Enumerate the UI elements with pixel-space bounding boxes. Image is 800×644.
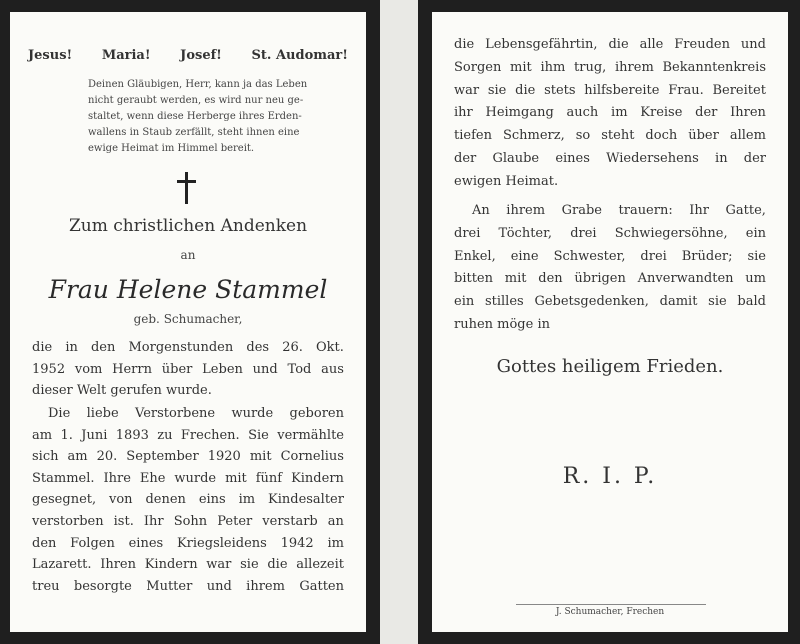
word: steht xyxy=(601,128,635,144)
word: Ehe xyxy=(139,470,166,486)
word: Kindern xyxy=(291,470,344,486)
printer-imprint: J. Schumacher, Frechen xyxy=(555,607,665,617)
word: so xyxy=(575,128,591,144)
text-line xyxy=(454,34,766,57)
word: Gatte, xyxy=(725,203,766,218)
word: Kriegsleidens xyxy=(176,535,267,551)
word: im xyxy=(238,492,256,508)
word: Sie xyxy=(248,427,269,443)
line-text: ruhen möge in xyxy=(454,316,550,332)
word: war xyxy=(454,82,480,98)
word: die xyxy=(267,557,288,573)
word: ein xyxy=(454,294,475,310)
word: 1. xyxy=(60,427,73,443)
word: Peter xyxy=(217,513,253,529)
text-line xyxy=(454,171,766,194)
word: ist. xyxy=(113,513,134,529)
word: übrigen xyxy=(574,271,626,287)
word: eins xyxy=(198,492,226,508)
word: sich xyxy=(32,449,59,465)
word: sie xyxy=(240,557,259,573)
word: An xyxy=(472,203,490,218)
word: Schwester, xyxy=(553,248,626,264)
word: 20. xyxy=(96,449,118,465)
verse-line: staltet, wenn diese Herberge ihres Erden- xyxy=(88,111,302,122)
word: damit xyxy=(659,294,698,310)
word: Kindesalter xyxy=(268,492,344,508)
word: ihrem xyxy=(615,59,654,75)
text-line xyxy=(454,102,766,125)
word: der xyxy=(743,150,766,166)
opening-verse xyxy=(88,77,358,157)
word: ihm xyxy=(540,59,566,75)
word: im xyxy=(611,105,628,121)
word: eine xyxy=(510,248,539,264)
word: war xyxy=(206,557,232,573)
word: Cornelius xyxy=(280,449,344,465)
text-line xyxy=(454,80,766,103)
verse-line: wallens in Staub zerfällt, steht ihnen eine xyxy=(88,127,300,138)
word: den xyxy=(538,271,563,287)
word: drei xyxy=(454,225,481,241)
text-line xyxy=(32,554,344,576)
word: Enkel, xyxy=(454,248,496,264)
text-line xyxy=(32,511,344,533)
word: die xyxy=(32,340,53,355)
word: Die xyxy=(48,406,71,421)
word: Bereitet xyxy=(712,82,766,98)
invocation-jesus: Jesus! xyxy=(28,48,73,63)
memorial-heading: Zum christlichen Andenken xyxy=(68,216,308,236)
right-card xyxy=(432,12,788,632)
word: 1952 xyxy=(32,361,66,377)
word: an xyxy=(327,513,344,529)
word: 1893 xyxy=(115,427,149,443)
verse-line: ewige Heimat im Himmel bereit. xyxy=(88,143,255,154)
word: Kindern xyxy=(144,557,198,573)
bio-paragraph xyxy=(32,403,344,597)
word: allezeit xyxy=(296,557,344,573)
printer-divider xyxy=(516,604,706,605)
text-line xyxy=(32,425,344,447)
word: verstorben xyxy=(32,513,104,529)
word: der xyxy=(454,150,477,166)
left-card-frame xyxy=(0,0,380,644)
text-line xyxy=(454,200,766,223)
word: ihrem xyxy=(506,203,546,218)
word: eines xyxy=(555,150,590,166)
text-line xyxy=(454,57,766,80)
text-line xyxy=(454,246,766,269)
word: Ihren xyxy=(100,557,136,573)
text-line xyxy=(32,337,344,359)
word: von xyxy=(109,492,133,508)
word: drei xyxy=(570,225,597,241)
word: die xyxy=(608,37,629,52)
word: 1920 xyxy=(207,449,241,465)
word: die xyxy=(454,37,475,52)
word: ihr xyxy=(454,105,473,121)
word: Ihre xyxy=(103,470,131,486)
text-line xyxy=(32,380,344,402)
word: Lebensgefährtin, xyxy=(485,37,598,52)
word: tiefen xyxy=(454,128,492,144)
text-line xyxy=(32,576,344,598)
verse-line: Deinen Gläubigen, Herr, kann ja das Leben xyxy=(88,79,308,90)
word: Morgenstunden xyxy=(128,340,234,355)
word: Glaube xyxy=(492,150,540,166)
word: liebe xyxy=(86,406,119,421)
word: zu xyxy=(157,427,173,443)
text-line xyxy=(32,403,344,425)
word: wurde xyxy=(231,406,274,421)
word: um xyxy=(745,271,766,287)
text-line xyxy=(454,314,766,337)
word: Sohn xyxy=(173,513,208,529)
word: Heimgang xyxy=(485,105,554,121)
word: bald xyxy=(737,294,766,310)
invocation-josef: Josef! xyxy=(180,48,222,63)
word: drei xyxy=(640,248,667,264)
word: verstarb xyxy=(262,513,318,529)
word: Freuden xyxy=(674,37,730,52)
invocation-maria: Maria! xyxy=(101,48,151,63)
word: der xyxy=(695,105,718,121)
death-paragraph xyxy=(32,337,344,402)
text-line xyxy=(32,489,344,511)
word: Frechen. xyxy=(180,427,240,443)
word: wurde xyxy=(174,470,217,486)
word: September xyxy=(126,449,199,465)
word: stilles xyxy=(484,294,524,310)
word: alle xyxy=(639,37,664,52)
word: am xyxy=(67,449,88,465)
word: Gebetsgedenken, xyxy=(534,294,649,310)
word: Leben xyxy=(202,361,243,377)
word: sie xyxy=(708,294,727,310)
cross-icon xyxy=(175,172,199,204)
closing-phrase: Gottes heiligem Frieden. xyxy=(496,356,724,377)
word: Juni xyxy=(81,427,108,443)
word: Ihr xyxy=(689,203,709,218)
right-card-frame xyxy=(418,0,800,644)
word: Verstorbene xyxy=(135,406,216,421)
word: mit xyxy=(249,449,272,465)
word: Stammel. xyxy=(32,470,95,486)
word: die xyxy=(515,82,536,98)
word: über xyxy=(161,361,193,377)
word: 1942 xyxy=(280,535,314,551)
word: trauern: xyxy=(618,203,673,218)
maiden-name: geb. Schumacher, xyxy=(133,312,243,326)
word: bitten xyxy=(454,271,493,287)
text-line xyxy=(454,125,766,148)
word: vom xyxy=(74,361,103,377)
word: denen xyxy=(145,492,186,508)
word: Ihren xyxy=(730,105,766,121)
word: über xyxy=(688,128,719,144)
word: in xyxy=(65,340,78,355)
word: im xyxy=(327,535,344,551)
word: aus xyxy=(321,361,344,377)
word: Frau. xyxy=(668,82,704,98)
word: Lazarett. xyxy=(32,557,92,573)
word: Mutter xyxy=(146,578,193,594)
word: des xyxy=(246,340,270,355)
word: doch xyxy=(645,128,678,144)
text-line xyxy=(454,223,766,246)
word: Ihr xyxy=(143,513,164,529)
word: vermählte xyxy=(277,427,344,443)
word: am xyxy=(32,427,53,443)
word: hilfsbereite xyxy=(584,82,660,98)
word: Grabe xyxy=(561,203,602,218)
text-line xyxy=(32,359,344,381)
word: geboren xyxy=(289,406,344,421)
text-line xyxy=(454,148,766,171)
word: ein xyxy=(745,225,766,241)
word: Sorgen xyxy=(454,59,502,75)
word: Schwiegersöhne, xyxy=(614,225,728,241)
word: Okt. xyxy=(316,340,344,355)
word: 26. xyxy=(282,340,303,355)
word: Gatten xyxy=(299,578,344,594)
word: trug, xyxy=(574,59,607,75)
word: Wiedersehens xyxy=(606,150,699,166)
word: Herrn xyxy=(112,361,152,377)
word: sie xyxy=(747,248,766,264)
word: und xyxy=(740,37,766,52)
word: Töchter, xyxy=(498,225,553,241)
text-line xyxy=(32,446,344,468)
word: in xyxy=(715,150,728,166)
word: Folgen xyxy=(70,535,115,551)
text-line xyxy=(32,533,344,555)
text-line xyxy=(454,268,766,291)
rip-text: R. I. P. xyxy=(562,464,658,489)
deceased-name: Frau Helene Stammel xyxy=(48,275,328,304)
line-text: ewigen Heimat. xyxy=(454,173,559,189)
word: ihrem xyxy=(246,578,285,594)
invocation xyxy=(28,48,348,63)
word: stets xyxy=(544,82,576,98)
word: Brüder; xyxy=(681,248,733,264)
word: Kreise xyxy=(640,105,683,121)
word: den xyxy=(32,535,57,551)
word: Bekanntenkreis xyxy=(662,59,766,75)
word: und xyxy=(206,578,232,594)
word: mit xyxy=(510,59,532,75)
word: allem xyxy=(729,128,766,144)
word: fünf xyxy=(255,470,283,486)
word: mit xyxy=(225,470,247,486)
word: besorgte xyxy=(73,578,132,594)
word: und xyxy=(252,361,278,377)
word: gesegnet, xyxy=(32,492,97,508)
line-text: dieser Welt gerufen wurde. xyxy=(32,383,212,399)
memorial-an: an xyxy=(180,248,196,262)
word: Tod xyxy=(287,361,312,377)
left-card xyxy=(10,12,366,632)
text-line xyxy=(454,291,766,314)
invocation-audomar: St. Audomar! xyxy=(251,48,348,63)
word: den xyxy=(90,340,116,355)
word: treu xyxy=(32,578,60,594)
word: Schmerz, xyxy=(502,128,565,144)
family-paragraph xyxy=(454,34,766,194)
word: sie xyxy=(487,82,507,98)
text-line xyxy=(32,468,344,490)
word: eines xyxy=(128,535,164,551)
word: Anverwandten xyxy=(637,271,734,287)
word: mit xyxy=(504,271,527,287)
verse-line: nicht geraubt werden, es wird nur neu ge- xyxy=(88,95,304,106)
word: auch xyxy=(566,105,599,121)
mourners-paragraph xyxy=(454,200,766,337)
